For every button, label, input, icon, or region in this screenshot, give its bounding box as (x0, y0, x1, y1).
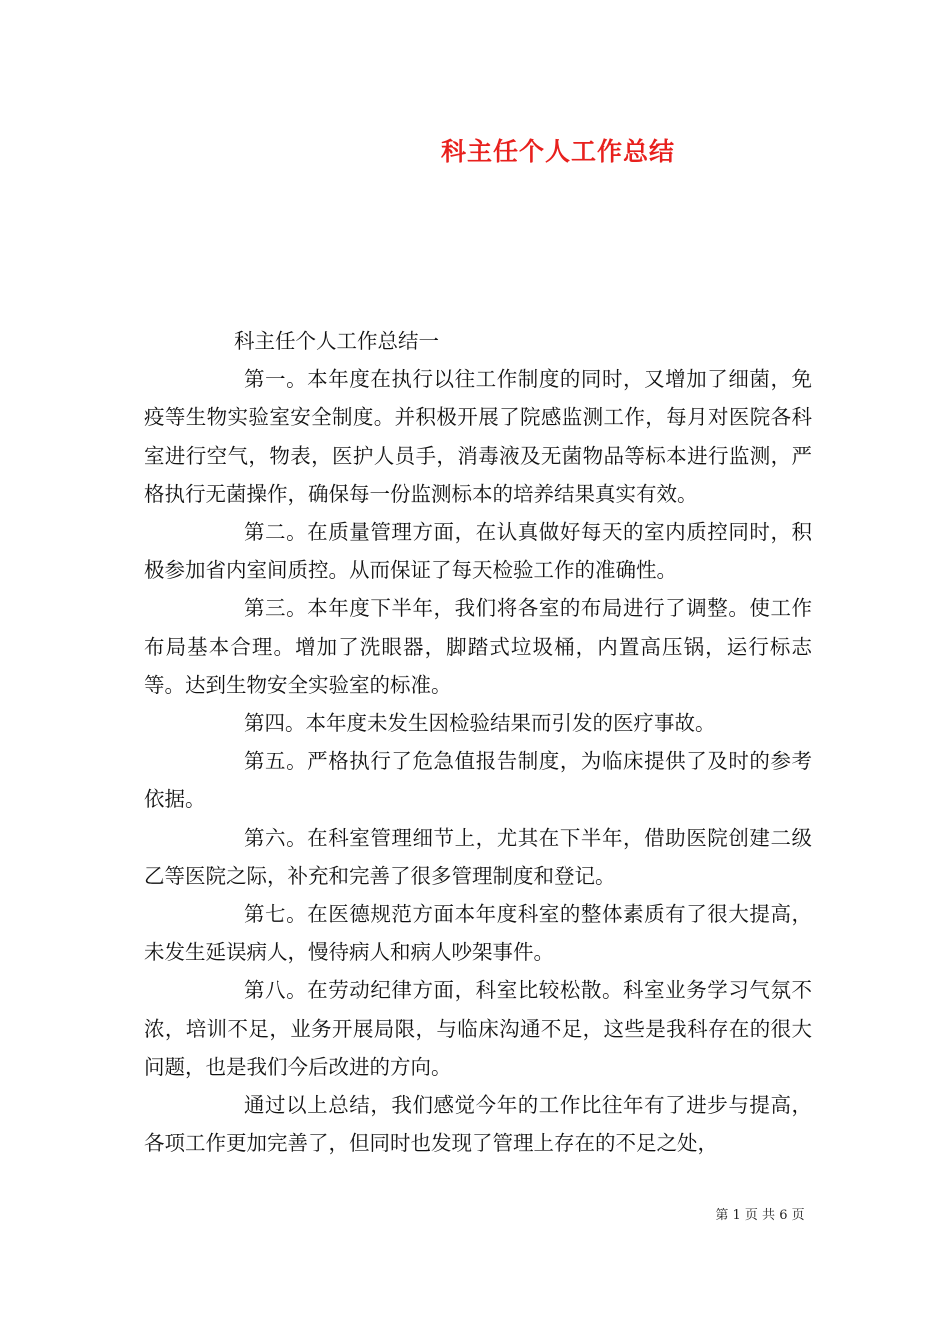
paragraph-8: 第八。在劳动纪律方面，科室比较松散。科室业务学习气氛不浓，培训不足，业务开展局限，与临床沟通不足，这些是我科存在的很大问题，也是我们今后改进的方向。 (144, 978, 812, 1079)
paragraph-9: 通过以上总结，我们感觉今年的工作比往年有了进步与提高，各项工作更加完善了，但同时也发现了管理上存在的不足之处， (144, 1093, 812, 1156)
paragraph-6: 第六。在科室管理细节上，尤其在下半年，借助医院创建二级乙等医院之际，补充和完善了很多管理制度和登记。 (144, 825, 812, 888)
page-footer: 第 1 页 共 6 页 (715, 1208, 805, 1223)
paragraph-1: 第一。本年度在执行以往工作制度的同时，又增加了细菌，免疫等生物实验室安全制度。并积极开展了院感监测工作，每月对医院各科室进行空气，物表，医护人员手，消毒液及无菌物品等标本进行监测，严格执行无菌操作，确保每一份监测标本的培养结果真实有效。 (144, 367, 812, 506)
document-body (144, 322, 812, 1162)
paragraph-3: 第三。本年度下半年，我们将各室的布局进行了调整。使工作布局基本合理。增加了洗眼器，脚踏式垃圾桶，内置高压锅，运行标志等。达到生物安全实验室的标准。 (144, 596, 812, 697)
paragraph-5: 第五。严格执行了危急值报告制度，为临床提供了及时的参考依据。 (144, 749, 812, 812)
section-subtitle: 科主任个人工作总结一 (234, 329, 439, 353)
document-title: 科主任个人工作总结 (440, 137, 675, 166)
paragraph-2: 第二。在质量管理方面，在认真做好每天的室内质控同时，积极参加省内室间质控。从而保证了每天检验工作的准确性。 (144, 520, 812, 583)
paragraph-4: 第四。本年度未发生因检验结果而引发的医疗事故。 (244, 711, 716, 736)
paragraph-7: 第七。在医德规范方面本年度科室的整体素质有了很大提高，未发生延误病人，慢待病人和病人吵架事件。 (144, 902, 812, 965)
